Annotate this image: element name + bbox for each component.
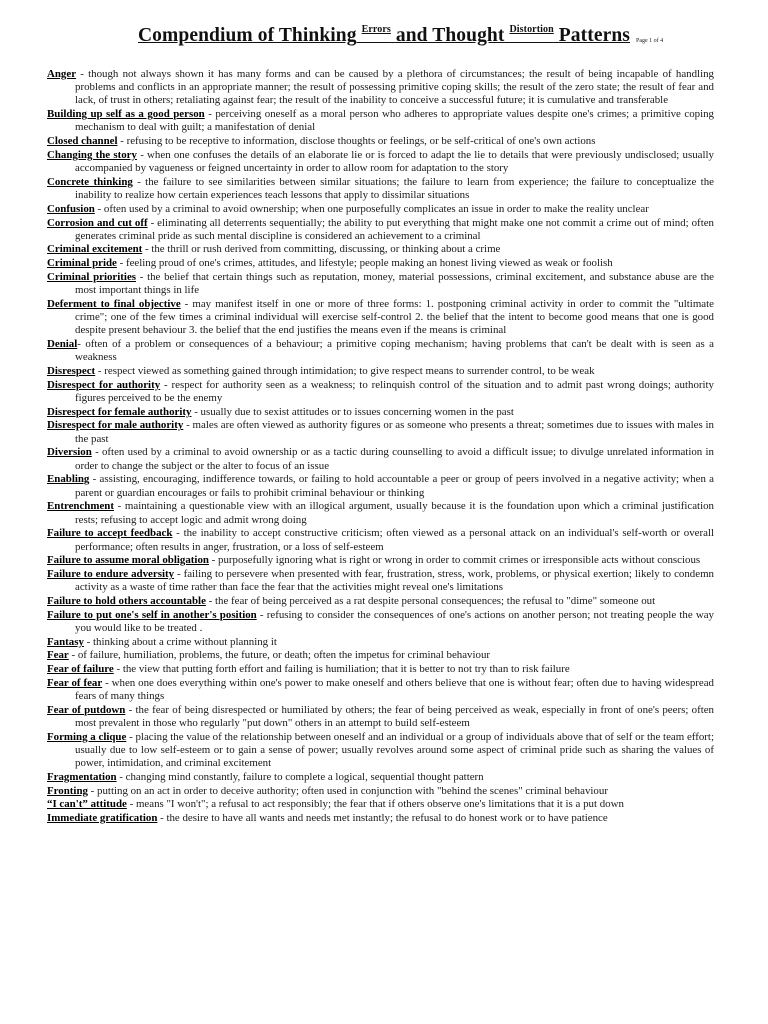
glossary-definition: - failing to persevere when presented with fear, frustration, stress, work, problems, or physical exertion; likely to condemn activity as a waste of time rather than face the fear that the activities might reveal one's limitations xyxy=(75,568,714,594)
glossary-definition: - changing mind constantly, failure to complete a logical, sequential thought pattern xyxy=(116,770,484,783)
glossary-definition: - the belief that certain things such as reputation, money, material possessions, criminal excitement, and substance abuse are the most important things in life xyxy=(75,270,714,297)
glossary-entry xyxy=(47,217,714,243)
glossary-term: Disrespect for female authority xyxy=(47,405,192,418)
glossary-term: Failure to endure adversity xyxy=(47,568,175,580)
glossary-entry xyxy=(47,771,714,784)
glossary-entry xyxy=(47,271,714,297)
glossary-term: Enabling xyxy=(47,473,90,486)
glossary-definition: - respect viewed as something gained through intimidation; to give respect means to surrender control, to be weak xyxy=(95,365,595,378)
glossary-definition: - refusing to consider the consequences of one's actions on another person; not treating people the way you would like to be treated . xyxy=(75,608,714,634)
title-superscript-distortion: Distortion xyxy=(509,24,554,35)
glossary-entry xyxy=(47,785,714,798)
glossary-entry xyxy=(47,677,714,703)
glossary-entry xyxy=(47,500,714,526)
glossary-term: Fear xyxy=(47,649,69,662)
glossary-definition: - often of a problem or consequences of a behaviour; a primitive coping mechanism; having problems that can't be dealt with is seen as a weakness xyxy=(75,338,714,364)
glossary-term: Failure to assume moral obligation xyxy=(47,554,209,567)
glossary-definition: - when one confuses the details of an elaborate lie or is forced to adapt the lie to details that were previously undisclosed; usually accompanied by vagueness or feigned uncertainty in order to allow room for adaptation to the story xyxy=(75,148,715,175)
glossary-entry xyxy=(47,446,714,472)
glossary-entry xyxy=(47,149,714,175)
glossary-definition: - though not always shown it has many forms and can be caused by a plethora of circumstances; the result of being incapable of handling problems and conflicts in an appropriate manner; the result of possessing primitive coping skills; the result of the zero state; the result of fear and lack, of trust in others; retaliating against fear; the result of the inability to conceive a successful future; it is cumulative and transferable xyxy=(75,68,714,107)
glossary-entry xyxy=(47,135,714,148)
glossary-term: Failure to accept feedback xyxy=(47,527,173,540)
glossary-definition: - the failure to see similarities between similar situations; the failure to learn from experience; the failure to conceptualize the inability to realize how certain experiences teach lessons that apply to dissimilar situations xyxy=(75,175,714,202)
glossary-term: Criminal excitement xyxy=(47,243,143,256)
glossary-term: “I can't” attitude xyxy=(47,798,127,811)
glossary-term: Changing the story xyxy=(47,148,137,161)
glossary-definition: - the desire to have all wants and needs met instantly; the refusal to do honest work or to have patience xyxy=(157,812,608,825)
glossary-entry xyxy=(47,365,714,378)
glossary-definition: - perceiving oneself as a moral person who adheres to appropriate values despite one's crimes; a primitive coping mechanism to deal with guilt; a manifestation of denial xyxy=(75,108,714,134)
glossary-definition: - eliminating all deterrents sequentially; the ability to put everything that might make one not commit a crime out of mind; often generates criminal pride as such mental discipline is considered an achievement to a criminal xyxy=(75,216,714,242)
glossary-entry xyxy=(47,568,714,594)
glossary-definition: - refusing to be receptive to information, disclose thoughts or feelings, or be self-critical of one's own actions xyxy=(117,135,596,148)
title-superscript-errors: Errors xyxy=(361,24,391,35)
glossary-entry xyxy=(47,609,714,635)
glossary-definition: - maintaining a questionable view with an illogical argument, usually because it is the foundation upon which a criminal justification rests; refusing to accept logic and admit wrong doing xyxy=(75,500,714,526)
glossary-term: Failure to hold others accountable xyxy=(47,594,206,607)
glossary-term: Closed channel xyxy=(47,135,118,148)
glossary-term: Entrenchment xyxy=(47,500,114,513)
glossary-term: Disrespect for male authority xyxy=(47,419,184,432)
glossary-definition: - respect for authority seen as a weakness; to relinquish control of the situation and to admit past wrong doings; authority figures perceived to be the enemy xyxy=(75,378,715,404)
page-number: Page 1 of 4 xyxy=(636,38,664,44)
glossary-term: Disrespect for authority xyxy=(47,378,161,391)
glossary-list xyxy=(47,68,714,826)
glossary-definition: - feeling proud of one's crimes, attitudes, and lifestyle; people making an honest living viewed as weak or foolish xyxy=(116,257,613,270)
glossary-entry xyxy=(47,731,714,771)
glossary-definition: - when one does everything within one's power to make oneself and others believe that one is without fear; often due to having widespread fears of many things xyxy=(75,676,715,703)
glossary-entry xyxy=(47,68,714,108)
glossary-definition: - often used by a criminal to avoid ownership or as a tactic during counselling to avoid a difficult issue; to divulge unrelated information in order to change the subject or the alter to focus of an issue xyxy=(75,446,714,472)
glossary-term: Forming a clique xyxy=(47,730,127,743)
glossary-entry xyxy=(47,419,714,445)
glossary-definition: - may manifest itself in one or more of three forms: 1. postponing criminal activity in order to commit the "ultimate crime"; one of the few times a criminal individual will exercise self-control 2. the belief that the intent to become good means that one is good despite present behaviour 3. the belief that the end justifies the means even if the means is criminal xyxy=(75,297,714,337)
glossary-definition: - purposefully ignoring what is right or wrong in order to commit crimes or irresponsible acts without conscious xyxy=(208,554,701,567)
glossary-entry xyxy=(47,108,714,134)
glossary-definition: - males are often viewed as authority figures or as someone who presents a threat; sometimes due to issues with males in the past xyxy=(75,419,714,445)
glossary-entry xyxy=(47,812,714,825)
glossary-entry xyxy=(47,704,714,730)
glossary-term: Fragmentation xyxy=(47,770,117,783)
glossary-entry xyxy=(47,379,714,405)
glossary-definition: - putting on an act in order to deceive authority; often used in conjunction with "behind the scenes" criminal behaviour xyxy=(87,784,608,797)
glossary-entry xyxy=(47,338,714,364)
glossary-entry xyxy=(47,406,714,419)
glossary-entry xyxy=(47,554,714,567)
page-title: Compendium of Thinking $^{Errors}$ and Thought $^{Distortion}$ Patterns xyxy=(138,24,630,46)
glossary-definition: - the thrill or rush derived from committing, discussing, or thinking about a crime xyxy=(142,243,501,256)
glossary-term: Failure to put one's self in another's position xyxy=(47,608,257,621)
glossary-entry xyxy=(47,473,714,499)
glossary-definition: - the fear of being perceived as a rat despite personal consequences; the refusal to "dime" someone out xyxy=(205,594,656,607)
glossary-entry xyxy=(47,243,714,256)
glossary-term: Deferment to final objective xyxy=(47,297,181,310)
glossary-definition: - often used by a criminal to avoid ownership; when one purposefully complicates an issue in order to make the reality unclear xyxy=(94,202,649,215)
glossary-definition: - assisting, encouraging, indifference towards, or failing to hold accountable a peer or group of peers involved in a negative activity; when a parent or guardian encourages or fails to prohibit criminal behaviour or thinking xyxy=(75,473,714,499)
glossary-term: Corrosion and cut off xyxy=(47,216,148,229)
glossary-entry xyxy=(47,203,714,216)
glossary-entry xyxy=(47,527,714,553)
glossary-definition: - usually due to sexist attitudes or to issues concerning women in the past xyxy=(191,405,514,418)
glossary-term: Immediate gratification xyxy=(47,812,158,825)
glossary-entry xyxy=(47,636,714,649)
glossary-term: Concrete thinking xyxy=(47,175,133,188)
glossary-entry xyxy=(47,663,714,676)
glossary-term: Fantasy xyxy=(47,635,84,648)
glossary-entry xyxy=(47,257,714,270)
glossary-term: Criminal priorities xyxy=(47,270,137,283)
glossary-definition: - the inability to accept constructive criticism; often viewed as a personal attack on an individual's self-worth or overall performance; often results in anger, frustration, or a loss of self-esteem xyxy=(75,527,714,553)
glossary-term: Confusion xyxy=(47,202,95,215)
glossary-entry xyxy=(47,298,714,338)
glossary-definition: - means "I won't"; a refusal to act responsibly; the fear that if others observe one's limitations that it is a put down xyxy=(126,798,624,811)
glossary-entry xyxy=(47,649,714,662)
glossary-term: Anger xyxy=(47,68,77,80)
glossary-entry xyxy=(47,798,714,811)
glossary-term: Fear of putdown xyxy=(47,703,126,716)
glossary-term: Fronting xyxy=(47,784,88,797)
glossary-term: Diversion xyxy=(47,446,92,459)
glossary-term: Fear of fear xyxy=(47,676,103,689)
glossary-definition: - of failure, humiliation, problems, the future, or death; often the impetus for criminal behaviour xyxy=(68,649,491,662)
glossary-term: Denial xyxy=(47,338,78,351)
glossary-definition: - placing the value of the relationship between oneself and an individual or a group of individuals above that of self or the team effort; usually due to low self-esteem or to gain a sense of power; usually revolves around some aspect of criminal pride such as sharing the values of power, intimidation, and criminal excitement xyxy=(75,730,714,770)
glossary-term: Building up self as a good person xyxy=(47,108,205,121)
glossary-entry xyxy=(47,176,714,202)
glossary-term: Fear of failure xyxy=(47,663,114,676)
glossary-entry xyxy=(47,595,714,608)
glossary-definition: - thinking about a crime without planning it xyxy=(83,635,277,648)
glossary-definition: - the view that putting forth effort and failing is humiliation; that it is better to not try than to risk failure xyxy=(113,663,570,676)
glossary-term: Criminal pride xyxy=(47,257,117,270)
glossary-term: Disrespect xyxy=(47,365,96,378)
glossary-definition: - the fear of being disrespected or humiliated by others; the fear of being perceived as weak, especially in front of one's peers; often most prevalent in those who regularly "put down" others in an attempt to build self-esteem xyxy=(75,703,715,730)
